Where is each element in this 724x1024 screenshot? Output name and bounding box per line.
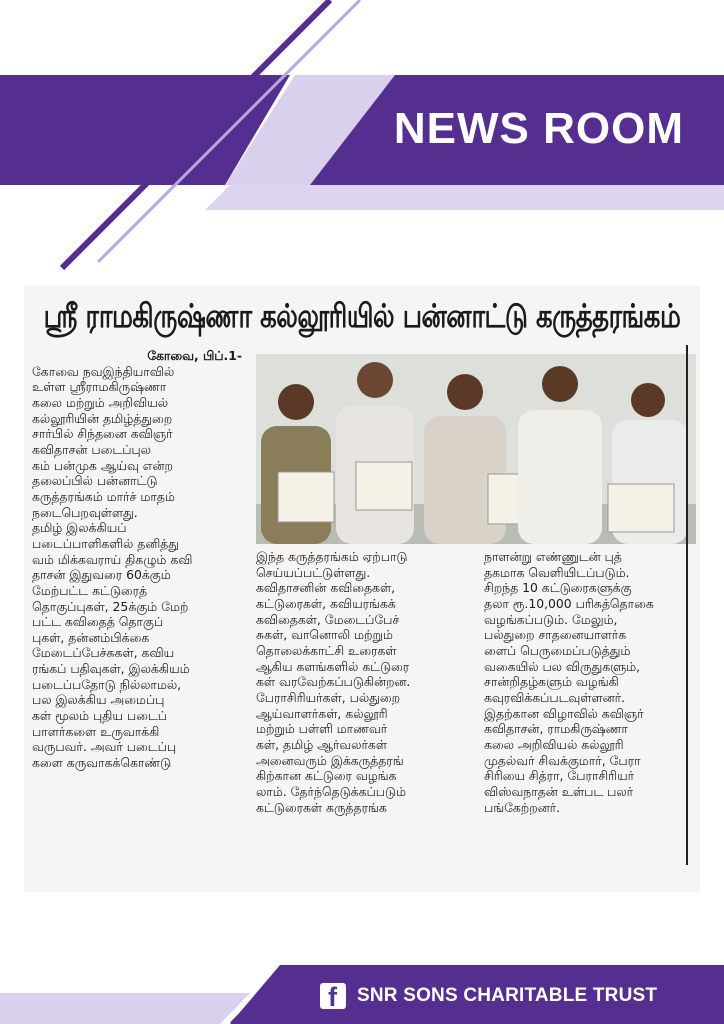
article-column-3: நாளன்று எண்ணுடன் புத் தகமாக வெளியிடப்படும். சிறந்த 10 கட்டுரைகளுக்கு தலா ரூ.10,000 பரிசுத்தொகை வழங்கப்படும். மேலும், பல்துறை சாதனையாளர்க ளைப் பெருமைப்படுத்தும் வகையில் பல விருதுகளும், சான்றிதழ்களும் வழங்கி கவுரவிக்கப்படவுள்ளனர். இதற்கான விழாவில் கவிஞர் கவிதாசன், ராமகிருஷ்ணா கலை அறிவியல் கல்லூரி முதல்வர் சிவக்குமார், பேரா சிரியை சித்ரா, பேராசிரியர் விஸ்வநாதன் உள்பட பலர் பங்கேற்றனர். [484, 549, 654, 815]
news-clipping [24, 286, 700, 892]
column-rule [686, 345, 688, 865]
article-column-1-text: கோவை நவஇந்தியாவில் உள்ள ஸ்ரீராமகிருஷ்ணா கலை மற்றும் அறிவியல் கல்லூரியின் தமிழ்த்துறை சார்பில் சிந்தனை கவிஞர் கவிதாசன் படைப்புல கம் பன்முக ஆய்வு என்ற தலைப்பில் பன்னாட்டு கருத்தரங்கம் மார்ச் மாதம் நடைபெறவுள்ளது. தமிழ் இலக்கியப் படைப்பாளிகளில் தனித்து வம் மிக்கவராய் திகழும் கவி தாசன் இதுவரை 60க்கும் மேற்பட்ட கட்டுரைத் தொகுப்புகள், 25க்கும் மேற் பட்ட கவிதைத் தொகுப் புகள், தன்னம்பிக்கை மேடைப்பேச்சுகள், கவிய ரங்கப் பதிவுகள், இலக்கியம் படைப்பதோடு நில்லாமல், பல இலக்கிய அமைப்பு கள் மூலம் புதிய படைப் பாளர்களை உருவாக்கி வருபவர். அவர் படைப்பு களை கருவாகக்கொண்டு [32, 363, 193, 771]
article-column-1 [32, 348, 242, 771]
article-photo [256, 354, 696, 544]
article-column-2: இந்த கருத்தரங்கம் ஏற்பாடு செய்யப்பட்டுள்ளது. கவிதாசனின் கவிதைகள், கட்டுரைகள், கவியரங்கக் கவிதைகள், மேடைப்பேச் சுகள், வானொலி மற்றும் தொலைக்காட்சி உரைகள் ஆகிய களங்களில் கட்டுரை கள் வரவேற்கப்படுகின்றன. பேராசிரியர்கள், பல்துறை ஆய்வாளர்கள், கல்லூரி மற்றும் பள்ளி மாணவர் கள், தமிழ் ஆர்வலர்கள் அனைவரும் இக்கருத்தரங் கிற்கான கட்டுரை வழங்க லாம். தேர்ந்தெடுக்கப்படும் கட்டுரைகள் கருத்தரங்க [256, 549, 411, 815]
organization-name: SNR SONS CHARITABLE TRUST [357, 985, 658, 1006]
article-dateline: கோவை, பிப்.1- [147, 348, 242, 363]
page-title: NEWS ROOM [393, 104, 684, 153]
group-photo-illustration [256, 354, 696, 544]
article-headline: ஸ்ரீ ராமகிருஷ்ணா கல்லூரியில் பன்னாட்டு கருத்தரங்கம் [43, 298, 681, 336]
facebook-icon[interactable]: f [320, 983, 346, 1009]
